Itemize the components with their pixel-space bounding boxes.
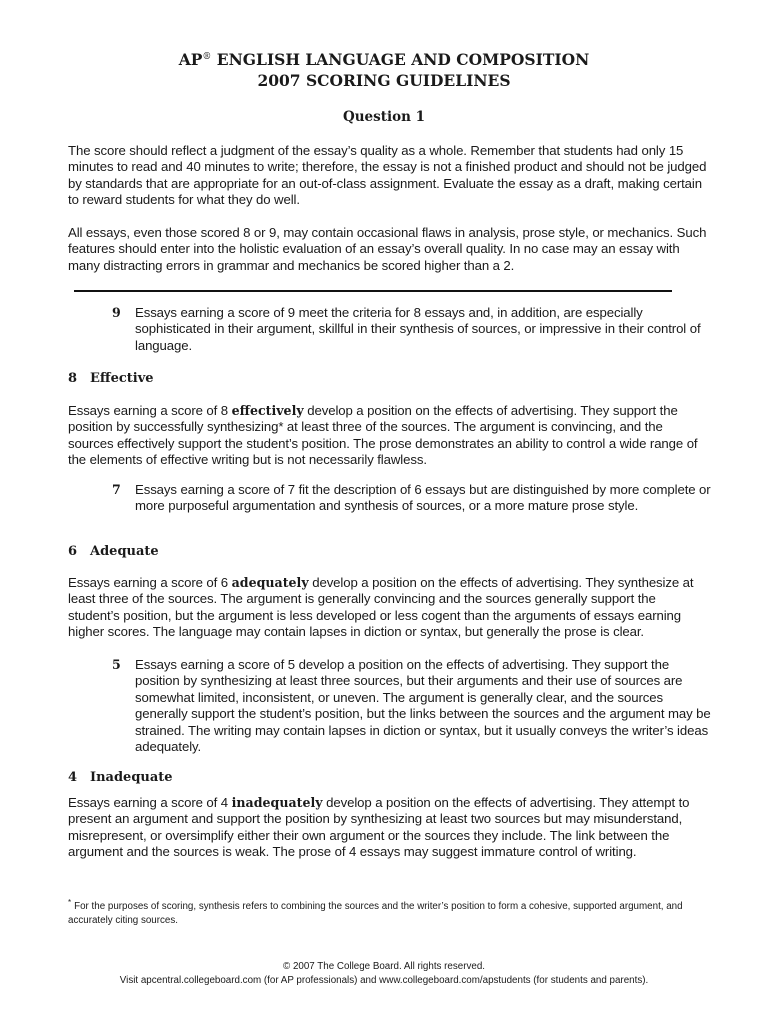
effective-lead: Essays earning a score of 8 bbox=[68, 403, 232, 418]
heading-adequate bbox=[68, 544, 708, 560]
heading-effective bbox=[68, 371, 708, 387]
intro-paragraph-2: All essays, even those scored 8 or 9, may contain occasional flaws in analysis, prose style, or mechanics. Such features should enter into the holistic evaluation of an essay’s overall quality. In no case may an essay with many distracting errors in grammar and mechanics be scored higher than a 2. bbox=[68, 225, 707, 273]
score-7-text: Essays earning a score of 7 fit the description of 6 essays but are distinguished by more complete or more purposeful argumentation and synthesis of sources, or a more mature prose style. bbox=[135, 482, 711, 514]
title-line-2: 2007 SCORING GUIDELINES bbox=[257, 71, 511, 90]
intro-paragraph-1: The score should reflect a judgment of the essay’s quality as a whole. Remember that students had only 15 minutes to read and 40 minutes to write; therefore, the essay is not a finished product and should not be judged by standards that are appropriate for an out-of-class assignment. Evaluate the essay as a draft, making certain to reward students for what they do well. bbox=[68, 143, 707, 208]
inadequate-paragraph bbox=[68, 795, 708, 861]
page-title bbox=[0, 47, 768, 91]
inadequate-rest: develop a position on the effects of advertising. They attempt to present an argument and support the position by synthesizing at least two sources but may misunderstand, misrepresent, or oversimplify either their own argument or the sources they include. The link between the argument and the sources is weak. The prose of 4 essays may suggest immature control of writing. bbox=[68, 795, 690, 860]
heading-adequate-number: 6 bbox=[68, 544, 78, 559]
score-7-block bbox=[112, 482, 714, 515]
heading-inadequate bbox=[68, 770, 708, 786]
visit-line: Visit apcentral.collegeboard.com (for AP professionals) and www.collegeboard.com/apstudents (for students and parents). bbox=[119, 974, 649, 986]
effective-rest: develop a position on the effects of advertising. They support the position by successfully synthesizing* at least three of the sources. The argument is convincing, and the sources effectively support the student’s position. The prose demonstrates an ability to control a wide range of the elements of effective writing but is not necessarily flawless. bbox=[68, 403, 698, 468]
effective-bold: effectively bbox=[231, 403, 304, 418]
registered-mark: ® bbox=[202, 52, 212, 62]
adequate-paragraph bbox=[68, 575, 708, 641]
score-5-text: Essays earning a score of 5 develop a position on the effects of advertising. They support the position by synthesizing at least three sources, but their arguments and their use of sources are somewhat limited, inconsistent, or uneven. The argument is generally clear, and the sources generally support the student’s position, but the links between the sources and the argument may be strained. The writing may contain lapses in diction or syntax, but it usually conveys the writer’s ideas adequately. bbox=[135, 657, 711, 755]
title-line-1-text: ENGLISH LANGUAGE AND COMPOSITION bbox=[211, 50, 590, 69]
footnote-text: For the purposes of scoring, synthesis refers to combining the sources and the writer’s position to form a cohesive, supported argument, and accurately citing sources. bbox=[68, 901, 683, 926]
score-9-text: Essays earning a score of 9 meet the criteria for 8 essays and, in addition, are especially sophisticated in their argument, skillful in their synthesis of sources, or impressive in their control of language. bbox=[135, 305, 701, 353]
adequate-rest: develop a position on the effects of advertising. They synthesize at least three of the sources. The argument is generally convincing and the sources generally support the student’s position, but the argument is less developed or less cogent than the arguments of essays earning higher scores. The language may contain lapses in diction or syntax, but generally the prose is clear. bbox=[68, 575, 694, 640]
score-5-block bbox=[112, 657, 714, 755]
title-line-1 bbox=[0, 47, 768, 70]
title-ap: AP bbox=[178, 50, 203, 69]
footnote bbox=[68, 896, 708, 927]
heading-inadequate-label: Inadequate bbox=[90, 770, 173, 785]
question-heading: Question 1 bbox=[342, 109, 426, 125]
adequate-bold: adequately bbox=[231, 575, 309, 590]
heading-effective-number: 8 bbox=[68, 371, 78, 386]
heading-adequate-label: Adequate bbox=[90, 544, 159, 559]
inadequate-bold: inadequately bbox=[231, 795, 323, 810]
score-5-number: 5 bbox=[112, 657, 121, 672]
score-9-block bbox=[112, 305, 714, 354]
effective-paragraph bbox=[68, 403, 708, 469]
heading-effective-label: Effective bbox=[90, 371, 154, 386]
score-9-number: 9 bbox=[112, 305, 121, 320]
page-footer bbox=[0, 960, 768, 987]
heading-inadequate-number: 4 bbox=[68, 770, 78, 785]
score-7-number: 7 bbox=[112, 482, 121, 497]
inadequate-lead: Essays earning a score of 4 bbox=[68, 795, 232, 810]
adequate-lead: Essays earning a score of 6 bbox=[68, 575, 232, 590]
footnote-mark: * bbox=[68, 898, 72, 907]
section-divider bbox=[74, 290, 672, 292]
copyright-line: © 2007 The College Board. All rights reserved. bbox=[283, 961, 485, 972]
